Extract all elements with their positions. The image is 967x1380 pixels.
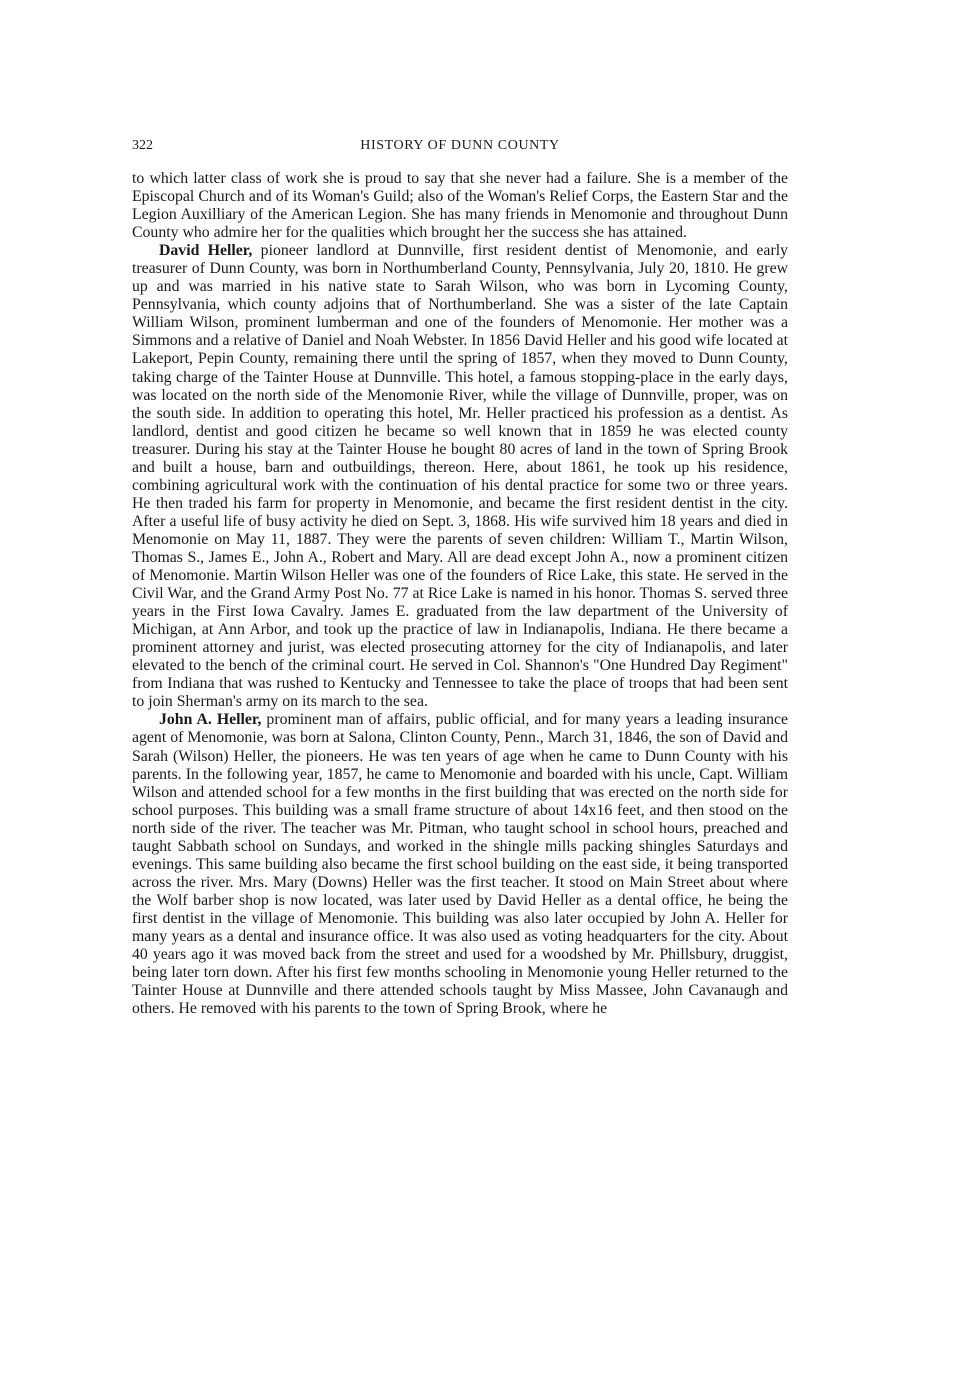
paragraph-continuation bbox=[132, 170, 788, 242]
biography-name-john-a-heller: John A. Heller, bbox=[159, 711, 262, 729]
body-text bbox=[132, 170, 788, 1018]
paragraph-text: to which latter class of work she is proud to say that she never had a failure. She is a member of the Episcopal Church and of its Woman's Guild; also of the Woman's Relief Corps, the Eastern Star and the Legion Auxilliary of the American Legion. She has many friends in Menomonie and throughout Dunn County who admire her for the qualities which brought her the success she has attained. bbox=[132, 170, 788, 242]
biography-name-david-heller: David Heller, bbox=[159, 242, 253, 260]
paragraph-john-a-heller bbox=[132, 711, 788, 1018]
paragraph-text: prominent man of affairs, public official, and for many years a leading insurance agent of Menomonie, was born at Salona, Clinton County, Penn., March 31, 1846, the son of David and Sarah (Wilson) Heller, the pioneers. He was ten years of age when he came to Dunn County with his parents. In the following year, 1857, he came to Menomonie and boarded with his uncle, Capt. William Wilson and attended school for a few months in the first building that was erected on the north side for school purposes. This building was a small frame structure of about 14x16 feet, and then stood on the north side of the river. The teacher was Mr. Pitman, who taught school in school hours, preached and taught Sabbath school on Sundays, and worked in the shingle mills packing shingles Saturdays and evenings. This same building also became the first school building on the east side, it being transported across the river. Mrs. Mary (Downs) Heller was the first teacher. It stood on Main Street about where the Wolf barber shop is now located, was later used by David Heller as a dental office, he being the first dentist in the village of Menomonie. This building was also later occupied by John A. Heller for many years as a dental and insurance office. It was also used as voting headquarters for the city. About 40 years ago it was moved back from the street and used for a woodshed by Mr. Phillsbury, druggist, being later torn down. After his first few months schooling in Menomonie young Heller returned to the Tainter House at Dunnville and there attended schools taught by Miss Massee, John Cavanaugh and others. He removed with his parents to the town of Spring Brook, where he bbox=[132, 711, 788, 1018]
running-title: HISTORY OF DUNN COUNTY bbox=[360, 138, 560, 153]
running-head bbox=[132, 136, 788, 156]
page-number: 322 bbox=[132, 138, 153, 153]
paragraph-text: pioneer landlord at Dunnville, first resident dentist of Menomonie, and early treasurer of Dunn County, was born in Northumberland County, Pennsylvania, July 20, 1810. He grew up and was married in his native state to Sarah Wilson, who was born in Lycoming County, Pennsylvania, which county adjoins that of Northumberland. She was a sister of the late Captain William Wilson, prominent lumberman and one of the founders of Menomonie. Her mother was a Simmons and a relative of Daniel and Noah Webster. In 1856 David Heller and his good wife located at Lakeport, Pepin County, remaining there until the spring of 1857, when they moved to Dunn County, taking charge of the Tainter House at Dunnville. This hotel, a famous stopping-place in the early days, was located on the north side of the Menomonie River, while the village of Dunnville, proper, was on the south side. In addition to operating this hotel, Mr. Heller practiced his profession as a dentist. As landlord, dentist and good citizen he became so well known that in 1859 he was elected county treasurer. During his stay at the Tainter House he bought 80 acres of land in the town of Spring Brook and built a house, barn and outbuildings, thereon. Here, about 1861, he took up his residence, combining agricultural work with the continuation of his dental practice for some two or three years. He then traded his farm for property in Menomonie, and became the first resident dentist in the city. After a useful life of busy activity he died on Sept. 3, 1868. His wife survived him 18 years and died in Menomonie on May 11, 1887. They were the parents of seven children: William T., Martin Wilson, Thomas S., James E., John A., Robert and Mary. All are dead except John A., now a prominent citizen of Menomonie. Martin Wilson Heller was one of the founders of Rice Lake, this state. He served in the Civil War, and the Grand Army Post No. 77 at Rice Lake is named in his honor. Thomas S. served three years in the First Iowa Cavalry. James E. graduated from the law department of the University of Michigan, at Ann Arbor, and took up the practice of law in Indianapolis, Indiana. He there became a prominent attorney and jurist, was elected prosecuting attorney for the city of Indianapolis, and later elevated to the bench of the criminal court. He served in Col. Shannon's "One Hundred Day Regiment" from Indiana that was rushed to Kentucky and Tennessee to take the place of troops that had been sent to join Sherman's army on its march to the sea. bbox=[132, 242, 788, 711]
paragraph-david-heller bbox=[132, 242, 788, 711]
